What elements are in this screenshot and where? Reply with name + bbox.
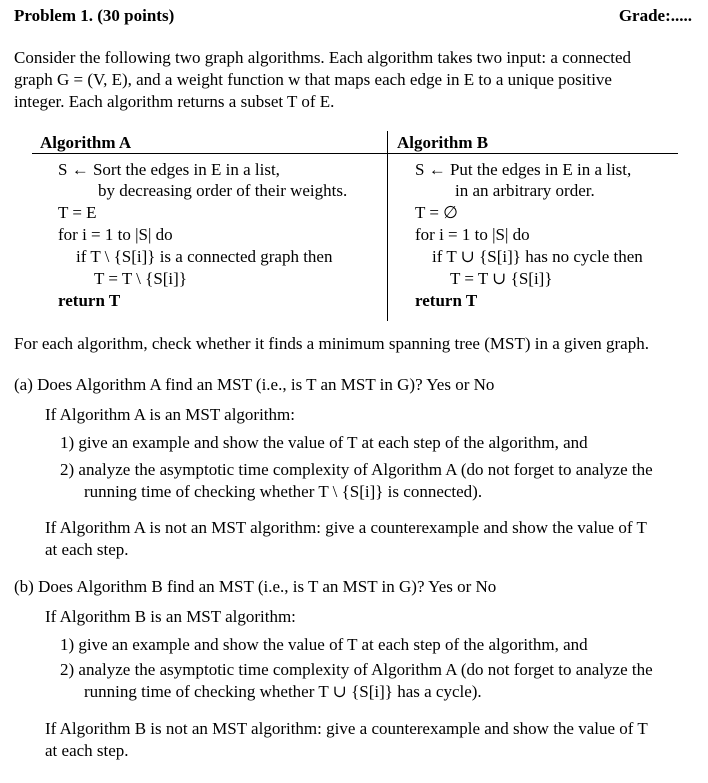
algorithm-b-line: S ← Put the edges in E in a list, — [415, 160, 632, 179]
algorithm-b-line: if T ∪ {S[i]} has no cycle then — [432, 247, 643, 266]
part-a-item-2-cont: running time of checking whether T \ {S[i]} is connected). — [84, 482, 483, 501]
intro-line-3: integer. Each algorithm returns a subset T of E. — [14, 92, 335, 111]
problem-title: Problem 1. (30 points) — [14, 6, 175, 25]
algorithm-divider — [32, 153, 678, 154]
part-b-if-not: If Algorithm B is not an MST algorithm: give a counterexample and show the value of T — [45, 719, 648, 738]
algorithm-b-title: Algorithm B — [397, 133, 489, 152]
algorithm-a-line: T = E — [58, 203, 97, 222]
part-b-item-1: 1) give an example and show the value of T at each step of the algorithm, and — [60, 635, 588, 654]
part-a-item-2: 2) analyze the asymptotic time complexity of Algorithm A (do not forget to analyze the — [60, 460, 653, 479]
algorithm-b-line: in an arbitrary order. — [455, 181, 595, 200]
task-statement: For each algorithm, check whether it finds a minimum spanning tree (MST) in a given graph. — [14, 334, 649, 353]
part-b-item-2-cont: running time of checking whether T ∪ {S[i]} has a cycle). — [84, 682, 482, 701]
algorithm-a-line: S ← Sort the edges in E in a list, — [58, 160, 280, 179]
algorithm-a-title: Algorithm A — [40, 133, 132, 152]
algorithm-a-line: return T — [58, 291, 121, 310]
intro-line-1: Consider the following two graph algorithms. Each algorithm takes two input: a connected — [14, 48, 632, 67]
part-b-item-2: 2) analyze the asymptotic time complexity of Algorithm A (do not forget to analyze the — [60, 660, 653, 679]
algorithm-b-line: return T — [415, 291, 478, 310]
part-a-question: (a) Does Algorithm A find an MST (i.e., is T an MST in G)? Yes or No — [14, 375, 495, 394]
algorithm-b-line: T = ∅ — [415, 203, 458, 222]
algorithm-b-line: T = T ∪ {S[i]} — [450, 269, 553, 288]
grade-label: Grade:..... — [618, 6, 692, 25]
algorithm-a-line: T = T \ {S[i]} — [94, 269, 187, 288]
algorithm-b-line: for i = 1 to |S| do — [415, 225, 530, 244]
intro-line-2: graph G = (V, E), and a weight function w that maps each edge in E to a unique positive — [14, 70, 612, 89]
part-a-if-not: If Algorithm A is not an MST algorithm: give a counterexample and show the value of T — [45, 518, 647, 537]
part-a-if-not-cont: at each step. — [45, 540, 129, 559]
algorithm-separator — [387, 131, 388, 321]
part-b-if-mst: If Algorithm B is an MST algorithm: — [45, 607, 296, 626]
part-b-question: (b) Does Algorithm B find an MST (i.e., is T an MST in G)? Yes or No — [14, 577, 497, 596]
algorithm-a-line: for i = 1 to |S| do — [58, 225, 173, 244]
algorithm-a-line: by decreasing order of their weights. — [98, 181, 348, 200]
algorithm-a-line: if T \ {S[i]} is a connected graph then — [76, 247, 333, 266]
part-a-if-mst: If Algorithm A is an MST algorithm: — [45, 405, 295, 424]
part-b-if-not-cont: at each step. — [45, 741, 129, 760]
part-a-item-1: 1) give an example and show the value of T at each step of the algorithm, and — [60, 433, 588, 452]
